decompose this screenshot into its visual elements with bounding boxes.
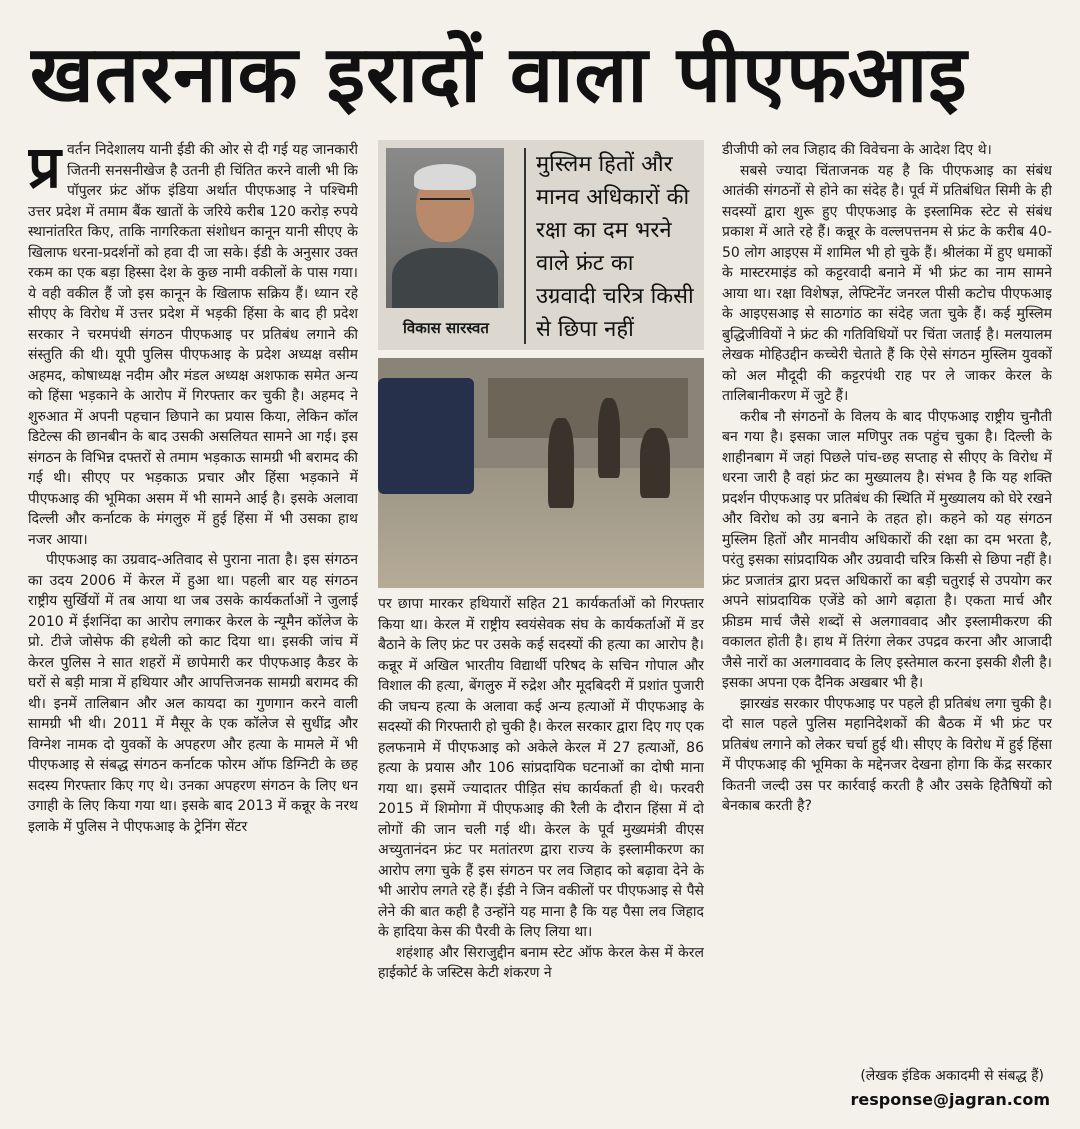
- contact-email: response@jagran.com: [850, 1090, 1050, 1109]
- paragraph: झारखंड सरकार पीएफआइ पर पहले ही प्रतिबंध लगा चुकी है। दो साल पहले पुलिस महानिदेशकों की बैठक में भी फ्रंट पर प्रतिबंध लगाने को लेकर चर्चा हुई थी। सीएए के विरोध में हुई हिंसा में पीएफआइ की भूमिका के मद्देनजर देखना होगा कि केंद्र सरकार कितनी जल्दी उस पर कार्रवाई करती है और उसके हितैषियों को बेनकाब करती है?: [722, 695, 1052, 814]
- article-column-2: [378, 594, 704, 1094]
- headline: खतरनाक इरादों वाला पीएफआइ: [30, 30, 968, 120]
- news-photo: [378, 358, 704, 588]
- paragraph-text: वर्तन निदेशालय यानी ईडी की ओर से दी गई यह जानकारी जितनी सनसनीखेज है उतनी ही चिंतित करने वाली भी कि पॉपुलर फ्रंट ऑफ इंडिया अर्थात पीएफआइ ने पश्चिमी उत्तर प्रदेश में तमाम बैंक खातों के जरिये करीब 120 करोड़ रुपये स्थानांतरित किए, ताकि नागरिकता संशोधन कानून यानी सीएए के खिलाफ धरना-प्रदर्शनों को हवा दी जा सके। ईडी के अनुसार उक्त रकम का एक बड़ा हिस्सा देश के कुछ नामी वकीलों के पास गया। ये वही वकील हैं जो इस कानून के खिलाफ सक्रिय हैं। ध्यान रहे सीएए के विरोध में उत्तर प्रदेश में भड़की हिंसा के बाद ही प्रदेश सरकार ने चरमपंथी संगठन पीएफआइ पर प्रतिबंध लगाने की संस्तुति की थी। यूपी पुलिस पीएफआइ के प्रदेश अध्यक्ष वसीम अहमद, कोषाध्यक्ष नदीम और मंडल अध्यक्ष अशफाक समेत अन्य को हिंसा भड़काने के आरोप में गिरफ्तार कर चुकी है। अहमद ने शुरुआत में अपनी पहचान छिपाने का प्रयास किया, लेकिन कॉल डिटेल्स की छानबीन के बाद उसकी असलियत सामने आ गई। इस संगठन के विभिन्न दफ्तरों से तमाम भड़काऊ सामग्री भी बरामद की गई थी। सीएए पर भड़काऊ प्रचार और हिंसा भड़काने में पीएफआइ की भूमिका असम में भी सामने आई है। इसके अलावा दिल्ली और कर्नाटक के मंगलुरु में हुई हिंसा में भी उसका हाथ नजर आया।: [28, 142, 358, 548]
- paragraph: पर छापा मारकर हथियारों सहित 21 कार्यकर्ताओं को गिरफ्तार किया था। केरल में राष्ट्रीय स्वयंसेवक संघ के कार्यकर्ताओं में डर बैठाने के लिए फ्रंट पर उसके कई सदस्यों की हत्या का आरोप है। कन्नूर में अखिल भारतीय विद्यार्थी परिषद के सचिन गोपाल और विशाल की हत्या, बेंगलुरु में रुद्रेश और मूदबिदरी में प्रशांत पुजारी की जघन्य हत्या के अलावा कई अन्य हत्याओं में पीएफआइ के सदस्यों की गिरफ्तारी हो चुकी है। केरल सरकार द्वारा दिए गए एक हलफनामे में पीएफआइ को अकेले केरल में 27 हत्याओं, 86 हत्या के प्रयास और 106 सांप्रदायिक घटनाओं का दोषी माना गया था। इसमें ज्यादातर पीड़ित संघ कार्यकर्ता ही थे। फरवरी 2015 में शिमोगा में पीएफआइ की रैली के दौरान हिंसा में दो लोगों की जान चली गई थी। केरल के पूर्व मुख्यमंत्री वीएस अच्युतानंदन फ्रंट पर मतांतरण द्वारा राज्य के इस्लामीकरण का आरोप लगा चुके हैं इस संगठन पर लव जिहाद को बढ़ावा देने के भी आरोप लगते रहे हैं। ईडी ने जिन वकीलों पर पीएफआइ से पैसे लेने की बात कही है उन्होंने यह माना है कि यह पैसा लव जिहाद के हादिया केस की पैरवी के लिए लिया था।: [378, 596, 704, 940]
- author-byline: विकास सारस्वत: [403, 319, 489, 337]
- paragraph: पीएफआइ का उग्रवाद-अतिवाद से पुराना नाता है। इस संगठन का उदय 2006 में केरल में हुआ था। पहली बार यह संगठन राष्ट्रीय सुर्खियों में तब आया था जब उसके कार्यकर्ताओं ने जुलाई 2010 में ईशनिंदा का आरोप लगाकर केरल के न्यूमैन कॉलेज के प्रो. टीजे जोसेफ की हथेली को काट दिया था। इसकी जांच में केरल पुलिस ने सात शहरों में छापेमारी कर पीएफआइ कैडर के घरों से बड़ी मात्रा में हथियार और आपत्तिजनक सामग्री बरामद की थी। इनमें तालिबान और अल कायदा का गुणगान करने वाली सामग्री भी थी। 2011 में मैसूर के एक कॉलेज से सुधींद्र और विग्नेश नामक दो युवकों के अपहरण और हत्या के मामले में भी पीएफआइ से संबद्ध संगठन कर्नाटक फोरम ऑफ डिग्निटी के छह सदस्य गिरफ्तार किए गए थे। उनका अपहरण संगठन के लिए धन उगाही के लिए किया गया था। इसके बाद 2013 में कन्नूर के नरथ इलाके में पुलिस ने पीएफआइ के ट्रेनिंग सेंटर: [28, 552, 358, 835]
- article-column-1: [28, 140, 358, 1100]
- paragraph: करीब नौ संगठनों के विलय के बाद पीएफआइ राष्ट्रीय चुनौती बन गया है। इसका जाल मणिपुर तक पहुंच चुका है। दिल्ली के शाहीनबाग में जहां पिछले पांच-छह सप्ताह से सीएए के विरोध में धरना जारी है वहां फ्रंट का मुख्यालय है। संभव है कि यह शक्ति प्रदर्शन पीएफआइ पर प्रतिबंध की स्थिति में मुख्यालय को घेरे रखने और विरोध को उग्र बनाने के तहत हो। कहने को यह संगठन मुस्लिम हितों और मानवीय अधिकारों की रक्षा का दम भरता है, परंतु इसका सांप्रदायिक और उग्रवादी चरित्र किसी से छिपा नहीं है। फ्रंट प्रजातंत्र द्वारा प्रदत्त अधिकारों का बड़ी चतुराई से उपयोग कर अपने सांप्रदायिक एजेंडे को आगे बढ़ाता है। एकता मार्च और फ्रीडम मार्च जैसे शब्दों से अलगाववाद और इस्लामीकरण की वकालत होती है। हाथ में तिरंगा लेकर उपद्रव करना और आजादी जैसे नारों का अलगाववाद के लिए इस्तेमाल करना इसकी शैली है। इसका अपना एक दैनिक अखबार भी है।: [722, 408, 1052, 691]
- paragraph: [28, 140, 358, 550]
- author-note: (लेखक इंडिक अकादमी से संबद्ध हैं): [860, 1068, 1044, 1084]
- author-photo: [386, 148, 504, 308]
- drop-cap: प्र: [28, 140, 62, 201]
- pull-quote: मुस्लिम हितों और मानव अधिकारों की रक्षा का दम भरने वाले फ्रंट का उग्रवादी चरित्र किसी से छिपा नहीं: [524, 148, 698, 344]
- paragraph: डीजीपी को लव जिहाद की विवेचना के आदेश दिए थे।: [722, 142, 992, 158]
- author-box: [378, 140, 704, 590]
- article-column-3: [722, 140, 1052, 1100]
- author-panel: [378, 140, 704, 350]
- paragraph: शहंशाह और सिराजुद्दीन बनाम स्टेट ऑफ केरल केस में केरल हाईकोर्ट के जस्टिस केटी शंकरण ने: [378, 944, 704, 981]
- paragraph: सबसे ज्यादा चिंताजनक यह है कि पीएफआइ का संबंध आतंकी संगठनों से होने का संदेह है। पूर्व में प्रतिबंधित सिमी के ही सदस्यों द्वारा शुरू हुए पीएफआइ के इस्लामिक स्टेट से संबंध प्रकाश में आते रहे हैं। कन्नूर के वल्लपत्तनम से फ्रंट के करीब 40-50 लोग आइएस में शामिल भी हो चुके हैं। श्रीलंका में हुए धमाकों के मास्टरमाइंड को कट्टरवादी बनाने में भी फ्रंट का नाम सामने आया था। रक्षा विशेषज्ञ, लेफ्टिनेंट जनरल पीसी कटोच पीएफआइ के आइएसआइ से साठगांठ का संदेह जता चुके हैं। कई मुस्लिम बुद्धिजीवियों ने फ्रंट की गतिविधियों पर चिंता जताई है। मलयालम लेखक मोहिउद्दीन कच्चेरी चेताते हैं कि ऐसे संगठन मुस्लिम युवकों को अल मौदूदी की कट्टरपंथी राह पर ले जाकर केरल के तालिबानीकरण में जुटे हैं।: [722, 162, 1052, 404]
